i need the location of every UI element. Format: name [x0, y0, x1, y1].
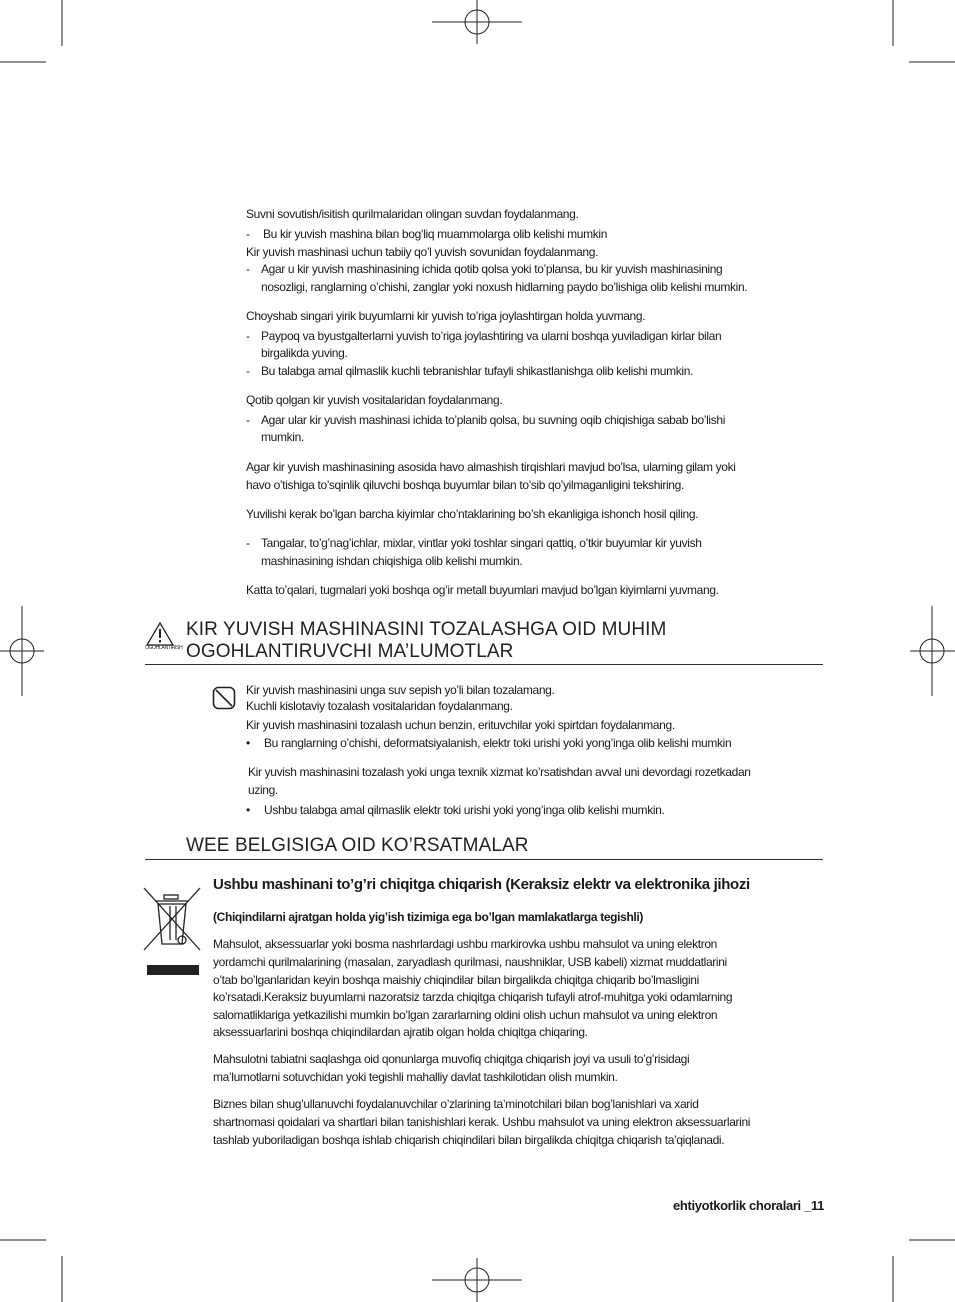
bullet: • [246, 736, 250, 750]
precaution-detail: Tangalar, to’g’nag’ichlar, mixlar, vintlar yoki toshlar singari qattiq, o’tkir buyumlar kir yuvish [261, 536, 702, 550]
precaution-text: Suvni sovutish/isitish qurilmalaridan olingan suvdan foydalanmang. [246, 207, 579, 221]
wee-text: Mahsulot, aksessuarlar yoki bosma nashrlardagi ushbu markirovka ushbu mahsulot va uning elektron [213, 937, 718, 951]
registration-mark-left [0, 606, 44, 696]
section-heading: WEE BELGISIGA OID KO’RSATMALAR [186, 835, 529, 856]
registration-mark-right [910, 606, 955, 696]
wee-text: Biznes bilan shug’ullanuvchi foydalanuvchilar o’zlarining ta’minotchilari bilan bog’lanishlari va xarid [213, 1097, 699, 1111]
precaution-detail: Agar u kir yuvish mashinasining ichida qotib qolsa yoki to’plansa, bu kir yuvish mashinasining [261, 262, 723, 276]
prohibited-icon [212, 686, 236, 710]
wee-text: o’tab bo’lganlaridan keyin boshqa maishiy chiqindilar bilan birgalikda chiqitga chiqarib bo’lmasligini [213, 973, 699, 987]
cleaning-text: Kir yuvish mashinasini unga suv sepish yo’li bilan tozalamang. [246, 683, 555, 697]
dash: - [246, 227, 250, 241]
cleaning-detail: Ushbu talabga amal qilmaslik elektr toki urishi yoki yong’inga olib kelishi mumkin. [264, 803, 665, 817]
dash: - [246, 329, 250, 343]
cleaning-detail: Bu ranglarning o’chishi, deformatsiyalanish, elektr toki urishi yoki yong’inga olib kelishi mumkin [264, 736, 732, 750]
precaution-detail: Bu talabga amal qilmaslik kuchli tebranishlar tufayli shikastlanishga olib kelishi mumkin. [261, 364, 694, 378]
precaution-detail: nosozligi, ranglarning o’chishi, zanglar yoki noxush hidlarning paydo bo’lishiga olib kelishi mumkin. [261, 280, 748, 294]
wee-text: salomatliklariga yetkazilishi mumkin bo’lgan zararlarning oldini olish uchun mahsulot va uning elektron [213, 1008, 718, 1022]
wee-text: aksessuarlarini boshqa chiqindilardan ajratib olgan holda chiqitga chiqaring. [213, 1025, 588, 1039]
dash: - [246, 413, 250, 427]
precaution-detail: Paypoq va byustgalterlarni yuvish to’riga joylashtiring va ularni boshqa yuviladigan kirlar bilan [261, 329, 722, 343]
precaution-detail: Bu kir yuvish mashina bilan bog’liq muammolarga olib kelishi mumkin [263, 227, 608, 241]
wee-text: Mahsulotni tabiatni saqlashga oid qonunlarga muvofiq chiqitga chiqarish joyi va usuli to’g’risidagi [213, 1052, 690, 1066]
cleaning-text: Kir yuvish mashinasini tozalash yoki unga texnik xizmat ko’rsatishdan avval uni devordagi rozetkadan [248, 765, 751, 779]
dash: - [246, 262, 250, 276]
page-footer: ehtiyotkorlik choralari _11 [673, 1198, 824, 1213]
divider [145, 859, 823, 860]
section-heading: KIR YUVISH MASHINASINI TOZALASHGA OID MUHIM [186, 619, 667, 640]
wee-subtitle-2: (Chiqindilarni ajratgan holda yig’ish tizimiga ega bo’lgan mamlakatlarga tegishli) [213, 910, 644, 924]
dash: - [246, 536, 250, 550]
precaution-text: Katta to’qalari, tugmalari yoki boshqa og’ir metall buyumlari mavjud bo’lgan kiyimlarni yuvmang. [246, 583, 719, 597]
precaution-detail: birgalikda yuving. [261, 346, 348, 360]
registration-mark-bottom [432, 1258, 522, 1302]
precaution-text: Qotib qolgan kir yuvish vositalaridan foydalanmang. [246, 393, 503, 407]
precaution-text: Kir yuvish mashinasi uchun tabiiy qo’l yuvish sovunidan foydalanmang. [246, 245, 599, 259]
precaution-text: havo o’tishiga to’sqinlik qiluvchi boshqa buyumlar bilan to’sib qo’yilmaganligini tekshiring. [246, 478, 684, 492]
weee-bin-icon [142, 886, 202, 978]
warning-icon [145, 621, 175, 647]
wee-text: yordamchi qurilmalarining (masalan, zaryadlash qurilmasi, naushniklar, USB kabeli) xizmat muddatlarini [213, 955, 727, 969]
registration-mark-top [432, 0, 522, 44]
cleaning-text: Kuchli kislotaviy tozalash vositalaridan foydalanmang. [246, 699, 513, 713]
section-heading: OGOHLANTIRUVCHI MA’LUMOTLAR [186, 641, 514, 662]
dash: - [246, 364, 250, 378]
wee-text: ma’lumotlarni sotuvchidan yoki tegishli mahalliy davlat tashkilotidan olish mumkin. [213, 1070, 618, 1084]
wee-text: shartnomasi qoidalari va shartlari bilan tanishishlari kerak. Ushbu mahsulot va uning elektron aksessuarlarini [213, 1115, 751, 1129]
warning-label: OGOHLANTIRISH [145, 645, 183, 651]
bullet: • [246, 803, 250, 817]
wee-text: ko’rsatadi.Keraksiz buyumlarni nazoratsiz tarzda chiqitga chiqarish tufayli atrof-muhitga yoki odamlarning [213, 990, 733, 1004]
wee-text: tashlab yuboriladigan boshqa ishlab chiqarish chiqindilari bilan birgalikda chiqitga chiqarish ta’qiqlanadi. [213, 1133, 725, 1147]
cleaning-text: uzing. [248, 783, 278, 797]
precaution-detail: mashinasining ishdan chiqishiga olib kelishi mumkin. [261, 554, 523, 568]
precaution-text: Agar kir yuvish mashinasining asosida havo almashish tirqishlari mavjud bo’lsa, ularning gilam yoki [246, 460, 736, 474]
precaution-detail: mumkin. [261, 430, 304, 444]
divider [145, 664, 823, 665]
cleaning-text: Kir yuvish mashinasini tozalash uchun benzin, erituvchilar yoki spirtdan foydalanmang. [246, 718, 675, 732]
precaution-text: Choyshab singari yirik buyumlarni kir yuvish to’riga joylashtirgan holda yuvmang. [246, 309, 646, 323]
precaution-detail: Agar ular kir yuvish mashinasi ichida to’planib qolsa, bu suvning oqib chiqishiga sabab bo’lishi [261, 413, 726, 427]
precaution-text: Yuvilishi kerak bo’lgan barcha kiyimlar cho’ntaklarining bo’sh ekanligiga ishonch hosil qiling. [246, 507, 699, 521]
wee-subtitle: Ushbu mashinani to’g’ri chiqitga chiqarish (Keraksiz elektr va elektronika jihozi [213, 876, 750, 893]
